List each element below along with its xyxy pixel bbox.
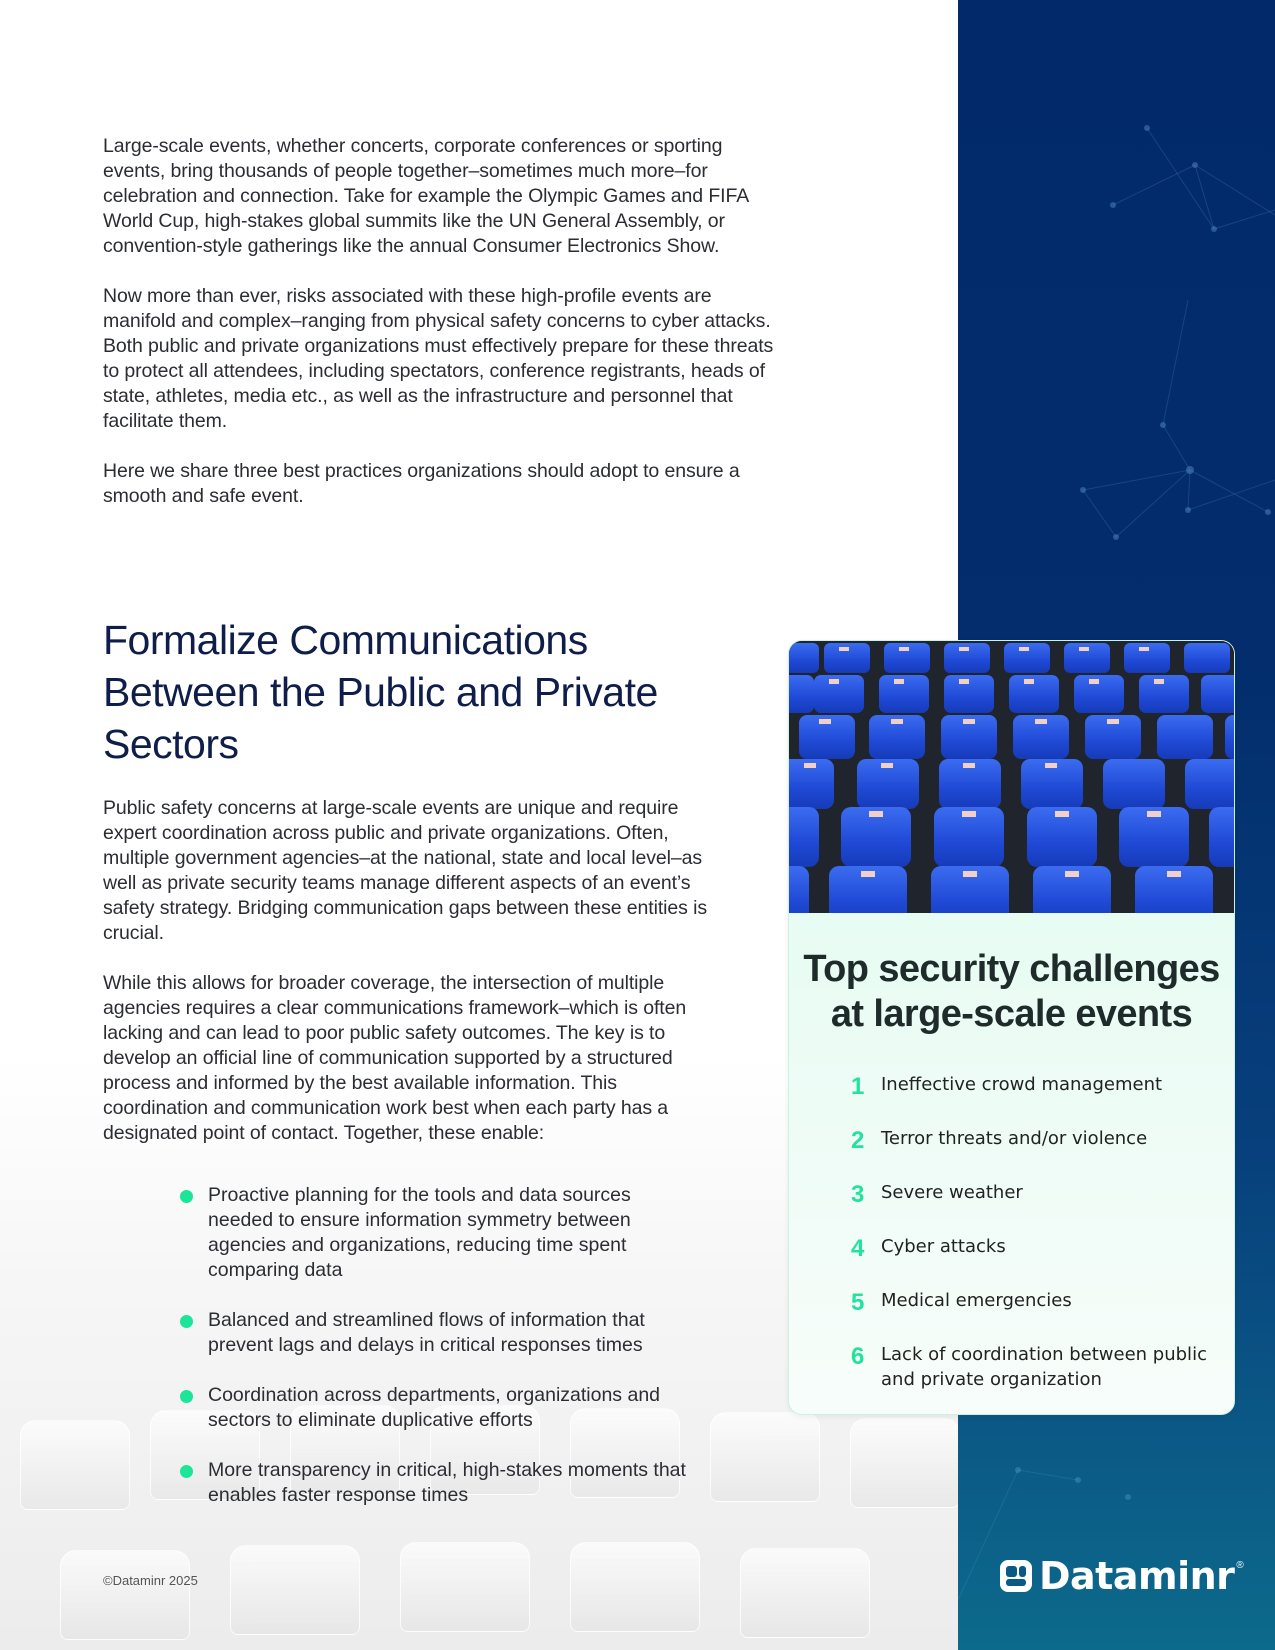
intro-paragraph: Large-scale events, whether concerts, corporate conferences or sporting events, bring thousands of people together–sometimes much more–for celebration and connection. Take for example the Olympic Games and FIFA World Cup, high-stakes global summits like the UN General Assembly, or convention-style gatherings like the annual Consumer Electronics Show.: [103, 135, 749, 257]
bullet-text: Coordination across departments, organizations and sectors to eliminate duplicative efforts: [208, 1384, 661, 1431]
green-bullet-icon: [180, 1315, 193, 1328]
dataminr-logo: [999, 1554, 1244, 1598]
list-item: [180, 1383, 700, 1433]
item-text: Severe weather: [881, 1182, 1023, 1203]
challenges-list: [789, 1072, 1234, 1392]
stadium-seats-image: [789, 641, 1234, 913]
dataminr-logo-icon: [999, 1559, 1033, 1593]
stadium-seats-icon: [789, 641, 1234, 913]
green-bullet-icon: [180, 1390, 193, 1403]
list-item: [180, 1308, 700, 1358]
bullet-text: Proactive planning for the tools and data sources needed to ensure information symmetry between agencies and organizations, reducing time spent comparing data: [208, 1184, 631, 1281]
list-item: [851, 1342, 1214, 1392]
list-item: [851, 1288, 1214, 1317]
item-number: 2: [851, 1127, 865, 1154]
intro-paragraph: Here we share three best practices organizations should adopt to ensure a smooth and safe event.: [103, 460, 740, 507]
green-bullet-icon: [180, 1190, 193, 1203]
list-item: [180, 1183, 700, 1283]
item-text: Cyber attacks: [881, 1236, 1006, 1257]
card-title: Top security challenges at large-scale events: [803, 948, 1220, 1035]
item-text: Lack of coordination between public and private organization: [881, 1344, 1207, 1390]
section-heading: Formalize Communications Between the Public and Private Sectors: [103, 617, 658, 767]
list-item: [851, 1126, 1214, 1155]
logo-wordmark: Dataminr: [1039, 1554, 1235, 1598]
list-item: [851, 1180, 1214, 1209]
list-item: [180, 1458, 700, 1508]
list-item: [851, 1234, 1214, 1263]
section-paragraph: Public safety concerns at large-scale events are unique and require expert coordination across public and private organizations. Often, multiple government agencies–at the national, state and local level–as well as private security teams manage different aspects of an event’s safety strategy. Bridging communication gaps between these entities is crucial.: [103, 797, 707, 944]
bullet-text: More transparency in critical, high-stakes moments that enables faster response times: [208, 1459, 686, 1506]
section-body: [103, 796, 723, 1171]
item-number: 6: [851, 1343, 865, 1370]
bullet-text: Balanced and streamlined flows of information that prevent lags and delays in critical responses times: [208, 1309, 645, 1356]
item-text: Terror threats and/or violence: [881, 1128, 1148, 1149]
intro-section: [103, 134, 783, 534]
item-text: Ineffective crowd management: [881, 1074, 1163, 1095]
item-number: 3: [851, 1181, 865, 1208]
item-number: 5: [851, 1289, 865, 1316]
list-item: [851, 1072, 1214, 1101]
green-bullet-icon: [180, 1465, 193, 1478]
benefits-list: [180, 1183, 700, 1533]
challenges-card: [788, 640, 1235, 1415]
intro-paragraph: Now more than ever, risks associated with these high-profile events are manifold and complex–ranging from physical safety concerns to cyber attacks. Both public and private organizations must effectively prepare for these threats to protect all attendees, including spectators, conference registrants, heads of state, athletes, media etc., as well as the infrastructure and personnel that facilitate them.: [103, 285, 774, 432]
section-paragraph: While this allows for broader coverage, the intersection of multiple agencies requires a clear communications framework–which is often lacking and can lead to poor public safety outcomes. The key is to develop an official line of communication supported by a structured process and informed by the best available information. This coordination and communication work best when each party has a designated point of contact. Together, these enable:: [103, 972, 687, 1144]
registered-mark: ®: [1236, 1560, 1244, 1571]
copyright-text: ©Dataminr 2025: [103, 1573, 198, 1588]
item-number: 1: [851, 1073, 865, 1100]
item-text: Medical emergencies: [881, 1290, 1072, 1311]
item-number: 4: [851, 1235, 865, 1262]
